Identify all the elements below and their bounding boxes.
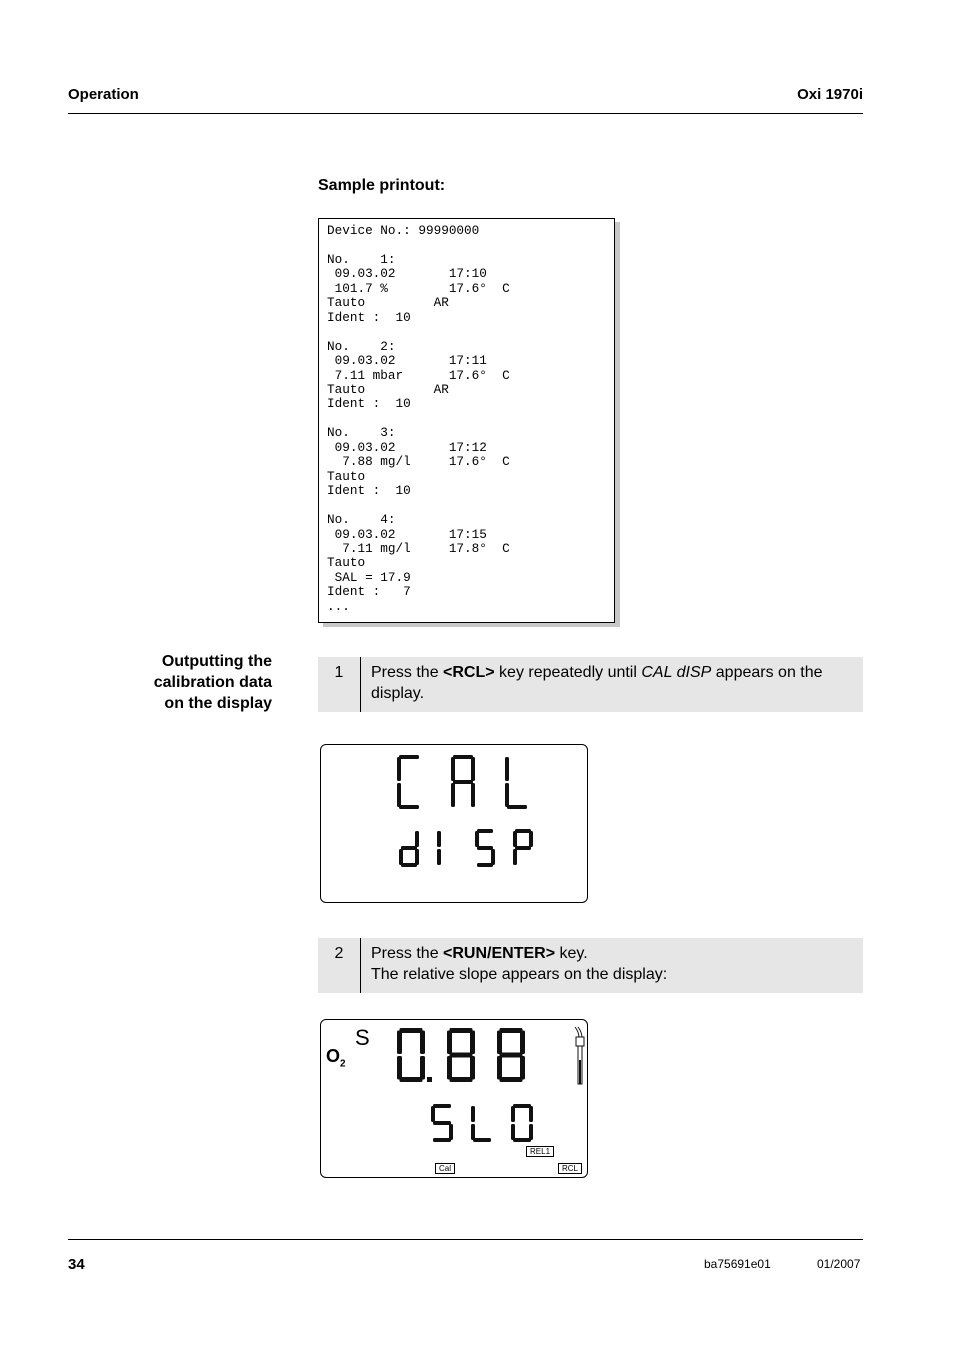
lcd1-line2-segment <box>529 831 533 847</box>
lcd1-line2-segment <box>399 849 403 865</box>
page-number: 34 <box>68 1256 85 1273</box>
lcd2-line2-segment <box>529 1124 533 1140</box>
step-2 <box>318 938 863 993</box>
lcd1-line2-segment <box>415 831 419 847</box>
lcd1-line2-segment <box>401 846 417 850</box>
lcd2-value-segment <box>470 1056 475 1080</box>
lcd2-value-segment <box>400 1077 423 1082</box>
lcd2-line2-digit <box>511 1104 533 1142</box>
lcd2-value-segment <box>470 1031 475 1055</box>
lcd2-value-segment <box>500 1028 523 1033</box>
lcd1-line1-segment <box>505 757 509 781</box>
lcd1-line2-digit <box>513 829 533 865</box>
lcd1-line2-segment <box>401 863 417 867</box>
lcd2-line2-segment <box>433 1121 451 1125</box>
side-heading-line-1: Outputting the <box>161 653 272 670</box>
lcd2-value-segment <box>450 1053 473 1058</box>
lcd2-line2-segment <box>511 1106 515 1122</box>
lcd2-line2-segment <box>513 1104 531 1108</box>
lcd1-line1-segment <box>397 757 401 781</box>
o2-indicator: $O_2$ <box>326 1046 346 1070</box>
lcd1-line1-segment <box>399 755 419 759</box>
lcd1-line2-digit <box>399 831 419 867</box>
lcd1-line1-segment <box>505 783 509 807</box>
lcd2-value-segment <box>500 1077 523 1082</box>
sample-printout-box <box>318 218 615 623</box>
lcd2-line2-segment <box>471 1106 475 1122</box>
lcd-display-cal-disp <box>320 744 588 903</box>
step-text: Press the <RCL> key repeatedly until CAL dISP appears on the display. <box>371 664 823 702</box>
lcd1-line2-segment <box>515 846 531 850</box>
lcd2-value-segment <box>420 1056 425 1080</box>
lcd1-line2-segment <box>513 849 517 865</box>
lcd1-line2-segment <box>477 829 493 833</box>
header-section-title: Operation <box>68 86 139 103</box>
lcd2-line2-segment <box>511 1124 515 1140</box>
lcd2-value-segment <box>397 1031 402 1055</box>
lcd1-line2-digit <box>437 831 441 865</box>
lcd1-line2-segment <box>513 831 517 847</box>
lcd2-line2-digit <box>471 1106 491 1142</box>
lcd2-value-segment <box>447 1031 452 1055</box>
step-1 <box>318 657 863 712</box>
document-date: 01/2007 <box>817 1257 861 1271</box>
step-number: 1 <box>318 657 361 712</box>
lcd2-value-segment <box>497 1056 502 1080</box>
lcd2-value-segment <box>497 1031 502 1055</box>
lcd2-value-digit <box>447 1028 475 1082</box>
lcd1-line1-segment <box>471 783 475 807</box>
electrode-icon <box>575 1027 584 1084</box>
lcd1-line1-segment <box>453 780 473 784</box>
lcd-segments <box>321 745 589 904</box>
lcd1-line1-segment <box>451 783 455 807</box>
lcd2-line2-segment <box>513 1138 531 1142</box>
lcd1-line2-digit <box>475 829 495 867</box>
header-product-name: Oxi 1970i <box>797 86 863 103</box>
side-heading-line-2: calibration data <box>153 674 272 691</box>
lcd1-line1-segment <box>451 757 455 781</box>
lcd2-line2-segment <box>471 1124 475 1140</box>
lcd1-line1-segment <box>453 755 473 759</box>
side-heading-line-3: on the display <box>164 695 272 712</box>
lcd2-value-digit <box>397 1028 425 1082</box>
lcd-display-slope <box>320 1019 588 1178</box>
lcd1-line1-segment <box>507 805 527 809</box>
lcd2-line2-digit <box>431 1104 453 1142</box>
key-run-enter: <RUN/ENTER> <box>443 945 556 962</box>
footer-rule <box>68 1239 863 1240</box>
lcd2-value-segment <box>450 1077 473 1082</box>
lcd1-line1-segment <box>397 783 401 807</box>
lcd1-line1-segment <box>399 805 419 809</box>
step-text: Press the <RUN/ENTER> key. The relative slope appears on the display: <box>371 945 668 983</box>
header-rule <box>68 113 863 114</box>
sample-printout-title: Sample printout: <box>318 177 446 194</box>
lcd2-line2-segment <box>433 1138 451 1142</box>
lcd2-value-segment <box>450 1028 473 1033</box>
lcd1-line1-digit <box>505 757 527 809</box>
lcd2-value-segment <box>520 1031 525 1055</box>
lcd2-value-segment <box>397 1056 402 1080</box>
key-rcl: <RCL> <box>443 664 495 681</box>
printout-text: Device No.: 99990000 No. 1: 09.03.02 17:10 101.7 % 17.6° C Tauto AR Ident : 10 No. 2: 09.03.02 17:11 7.11 mbar 17.6° C Tauto AR Ident : 10 No. 3: 09.03.02 17:12 7.88 mg/l 17.6° C Tauto Ident : 10 No. 4: 09.03.02 17:15 7.11 mg/l 17.8° C Tauto SAL = 17.9 Ident : 7 ... <box>327 223 510 614</box>
display-term: CAL dISP <box>641 664 712 681</box>
lcd1-line1-digit <box>397 755 419 809</box>
side-heading <box>68 651 272 714</box>
step-number: 2 <box>318 938 361 993</box>
lcd2-value-decimal-point <box>427 1077 432 1082</box>
lcd2-value-segment <box>420 1031 425 1055</box>
lcd2-value-segment <box>520 1056 525 1080</box>
lcd1-line2-segment <box>515 829 531 833</box>
document-id: ba75691e01 <box>704 1257 771 1271</box>
lcd1-line2-segment <box>491 849 495 865</box>
lcd1-line2-segment <box>477 863 493 867</box>
lcd2-line2-segment <box>449 1124 453 1140</box>
lcd1-line2-segment <box>475 831 479 847</box>
slope-indicator: S <box>355 1025 370 1050</box>
rel1-label: REL1 <box>526 1146 554 1157</box>
lcd2-value-segment <box>447 1056 452 1080</box>
lcd2-line2-segment <box>473 1138 491 1142</box>
cal-label: Cal <box>435 1163 455 1174</box>
lcd2-value-digit <box>497 1028 525 1082</box>
lcd2-line2-segment <box>433 1104 451 1108</box>
lcd1-line2-segment <box>415 849 419 865</box>
lcd1-line2-segment <box>437 849 441 865</box>
lcd1-line1-digit <box>451 755 475 807</box>
rcl-label: RCL <box>558 1163 582 1174</box>
lcd2-line2-segment <box>529 1106 533 1122</box>
lcd2-line2-segment <box>431 1106 435 1122</box>
lcd2-value-segment <box>400 1028 423 1033</box>
lcd1-line2-segment <box>477 846 493 850</box>
lcd1-line2-segment <box>437 831 441 847</box>
lcd2-value-segment <box>500 1053 523 1058</box>
lcd1-line1-segment <box>471 757 475 781</box>
